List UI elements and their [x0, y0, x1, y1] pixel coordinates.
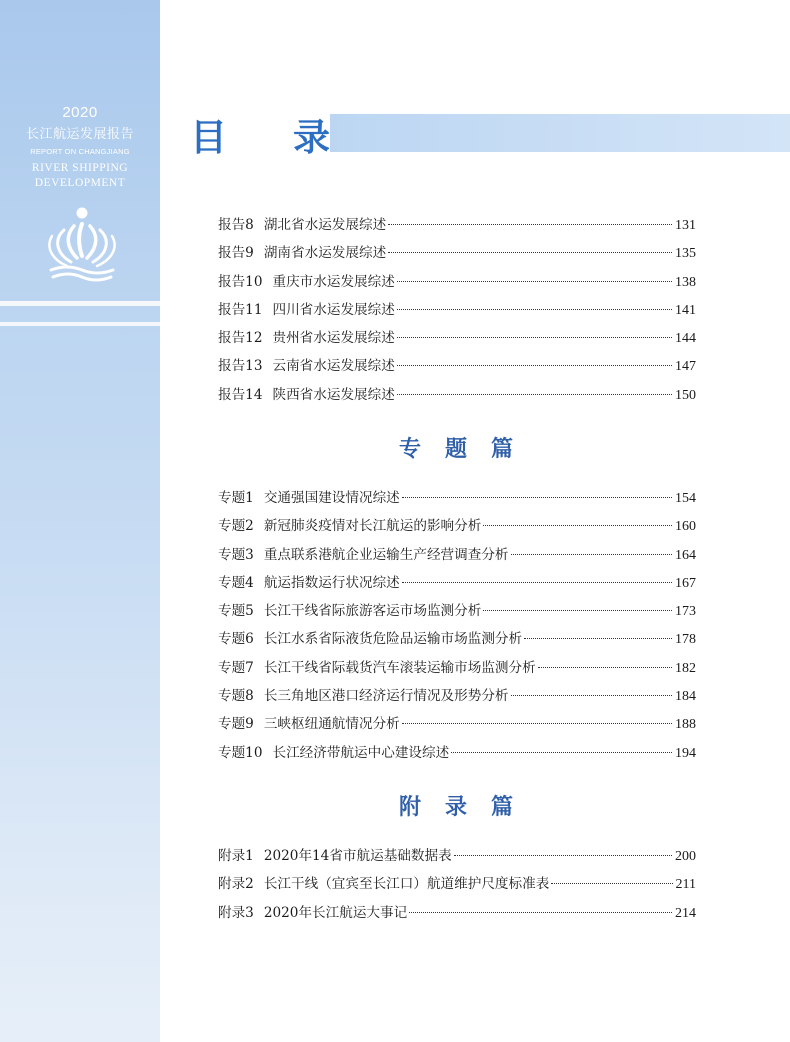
entry-number: 报告9	[218, 245, 254, 262]
dot-leader	[397, 308, 672, 310]
entry-title: 湖南省水运发展综述	[263, 245, 387, 262]
entry-number: 专题8	[218, 688, 254, 705]
changjiang-logo-icon	[47, 206, 117, 284]
dot-leader	[402, 496, 672, 498]
entry-title: 长江经济带航运中心建设综述	[272, 744, 450, 761]
entry-page-number: 164	[675, 547, 696, 563]
toc-entry[interactable]	[218, 739, 696, 767]
toc-entry[interactable]	[218, 268, 696, 296]
report-title-en-line1: RIVER SHIPPING	[31, 162, 129, 174]
entry-page-number: 214	[675, 905, 696, 921]
entry-number: 专题3	[218, 546, 254, 563]
entry-number: 附录1	[218, 848, 254, 864]
dot-leader	[397, 280, 672, 282]
report-title-en-line2: DEVELOPMENT	[34, 177, 126, 189]
dot-leader	[511, 694, 672, 696]
entry-title: 长三角地区港口经济运行情况及形势分析	[263, 688, 509, 705]
entry-title: 2020年长江航运大事记	[263, 904, 408, 921]
toc-topics-list	[218, 484, 696, 767]
dot-leader	[397, 336, 672, 338]
toc-entry[interactable]	[218, 324, 696, 352]
report-year: 2020	[62, 104, 98, 121]
entry-number: 报告10	[218, 273, 263, 290]
report-title-cn: 长江航运发展报告	[25, 127, 134, 142]
dot-leader	[551, 882, 672, 884]
dot-leader	[397, 364, 672, 366]
toc-entry[interactable]	[218, 381, 696, 409]
dot-leader	[454, 854, 672, 856]
toc-entry[interactable]	[218, 541, 696, 569]
toc-entry[interactable]	[218, 352, 696, 380]
toc-reports-list	[218, 211, 696, 409]
report-title-en-small: REPORT ON CHANGJIANG	[30, 147, 130, 156]
entry-page-number: 194	[675, 745, 696, 761]
entry-title: 长江水系省际液货危险品运输市场监测分析	[263, 631, 523, 648]
entry-title: 新冠肺炎疫情对长江航运的影响分析	[263, 518, 482, 535]
dot-leader	[388, 251, 672, 253]
entry-title: 湖北省水运发展综述	[263, 217, 387, 233]
page-title-char: 录	[293, 116, 330, 159]
toc-entry[interactable]	[218, 211, 696, 239]
dot-leader	[483, 524, 672, 526]
toc-entry[interactable]	[218, 239, 696, 267]
entry-page-number: 167	[675, 575, 696, 591]
entry-number: 报告11	[218, 301, 263, 318]
entry-page-number: 154	[675, 491, 696, 506]
entry-title: 重庆市水运发展综述	[272, 273, 395, 290]
entry-page-number: 188	[675, 717, 696, 733]
entry-page-number: 160	[675, 519, 696, 535]
sidebar	[0, 0, 160, 1042]
toc-entry[interactable]	[218, 296, 696, 324]
toc-entry[interactable]	[218, 654, 696, 682]
toc-entry[interactable]	[218, 625, 696, 653]
toc-entry[interactable]	[218, 597, 696, 625]
section-heading-topics: 专题篇	[398, 436, 537, 462]
entry-title: 长江干线省际载货汽车滚装运输市场监测分析	[263, 659, 536, 676]
entry-title: 陕西省水运发展综述	[272, 386, 395, 403]
entry-number: 专题10	[218, 744, 263, 761]
toc-entry[interactable]	[218, 569, 696, 597]
dot-leader	[511, 553, 672, 555]
entry-page-number: 173	[675, 604, 696, 620]
toc-entry[interactable]	[218, 512, 696, 540]
entry-page-number: 147	[675, 359, 696, 375]
entry-page-number: 150	[675, 387, 696, 403]
entry-title: 交通强国建设情况综述	[263, 490, 400, 506]
entry-number: 附录3	[218, 904, 254, 921]
entry-page-number: 182	[675, 660, 696, 676]
dot-leader	[388, 223, 672, 225]
entry-page-number: 138	[675, 274, 696, 290]
dot-leader	[524, 637, 672, 639]
entry-number: 报告14	[218, 386, 263, 403]
entry-page-number: 184	[675, 689, 696, 705]
dot-leader	[402, 722, 672, 724]
toc-entry[interactable]	[218, 899, 696, 927]
entry-page-number: 178	[675, 632, 696, 648]
entry-number: 专题7	[218, 659, 254, 676]
dot-leader	[409, 911, 672, 913]
toc-entry[interactable]	[218, 870, 696, 898]
toc-entry[interactable]	[218, 484, 696, 512]
toc-entry[interactable]	[218, 710, 696, 738]
entry-number: 附录2	[218, 876, 254, 893]
entry-number: 专题9	[218, 716, 254, 733]
section-heading-appendix: 附录篇	[398, 794, 537, 820]
page-title-char: 目	[190, 116, 227, 159]
title-bar	[326, 114, 790, 152]
page-title	[190, 110, 330, 158]
dot-leader	[483, 609, 672, 611]
entry-title: 长江干线省际旅游客运市场监测分析	[263, 603, 482, 620]
dot-leader	[451, 751, 672, 753]
entry-page-number: 144	[675, 331, 696, 347]
toc-entry[interactable]	[218, 842, 696, 870]
entry-title: 2020年14省市航运基础数据表	[263, 848, 452, 864]
entry-number: 报告12	[218, 330, 263, 347]
entry-title: 贵州省水运发展综述	[272, 330, 395, 347]
entry-number: 报告13	[218, 358, 263, 375]
entry-number: 专题6	[218, 631, 254, 648]
entry-title: 重点联系港航企业运输生产经营调查分析	[263, 546, 509, 563]
entry-number: 专题4	[218, 574, 254, 591]
entry-number: 专题1	[218, 490, 254, 506]
entry-title: 三峡枢纽通航情况分析	[263, 716, 400, 733]
entry-title: 云南省水运发展综述	[272, 358, 395, 375]
entry-number: 报告8	[218, 217, 254, 233]
entry-page-number: 211	[675, 877, 696, 893]
toc-entry[interactable]	[218, 682, 696, 710]
sidebar-stripe	[0, 301, 160, 306]
toc-appendix-list	[218, 842, 696, 927]
dot-leader	[402, 581, 672, 583]
entry-page-number: 141	[675, 302, 696, 318]
entry-title: 航运指数运行状况综述	[263, 574, 400, 591]
entry-page-number: 200	[675, 849, 696, 864]
entry-page-number: 135	[675, 246, 696, 262]
dot-leader	[397, 393, 672, 395]
entry-page-number: 131	[675, 218, 696, 233]
dot-leader	[538, 666, 672, 668]
sidebar-stripe	[0, 322, 160, 326]
entry-number: 专题5	[218, 603, 254, 620]
entry-title: 长江干线（宜宾至长江口）航道维护尺度标准表	[263, 876, 550, 893]
entry-number: 专题2	[218, 518, 254, 535]
entry-title: 四川省水运发展综述	[272, 301, 395, 318]
